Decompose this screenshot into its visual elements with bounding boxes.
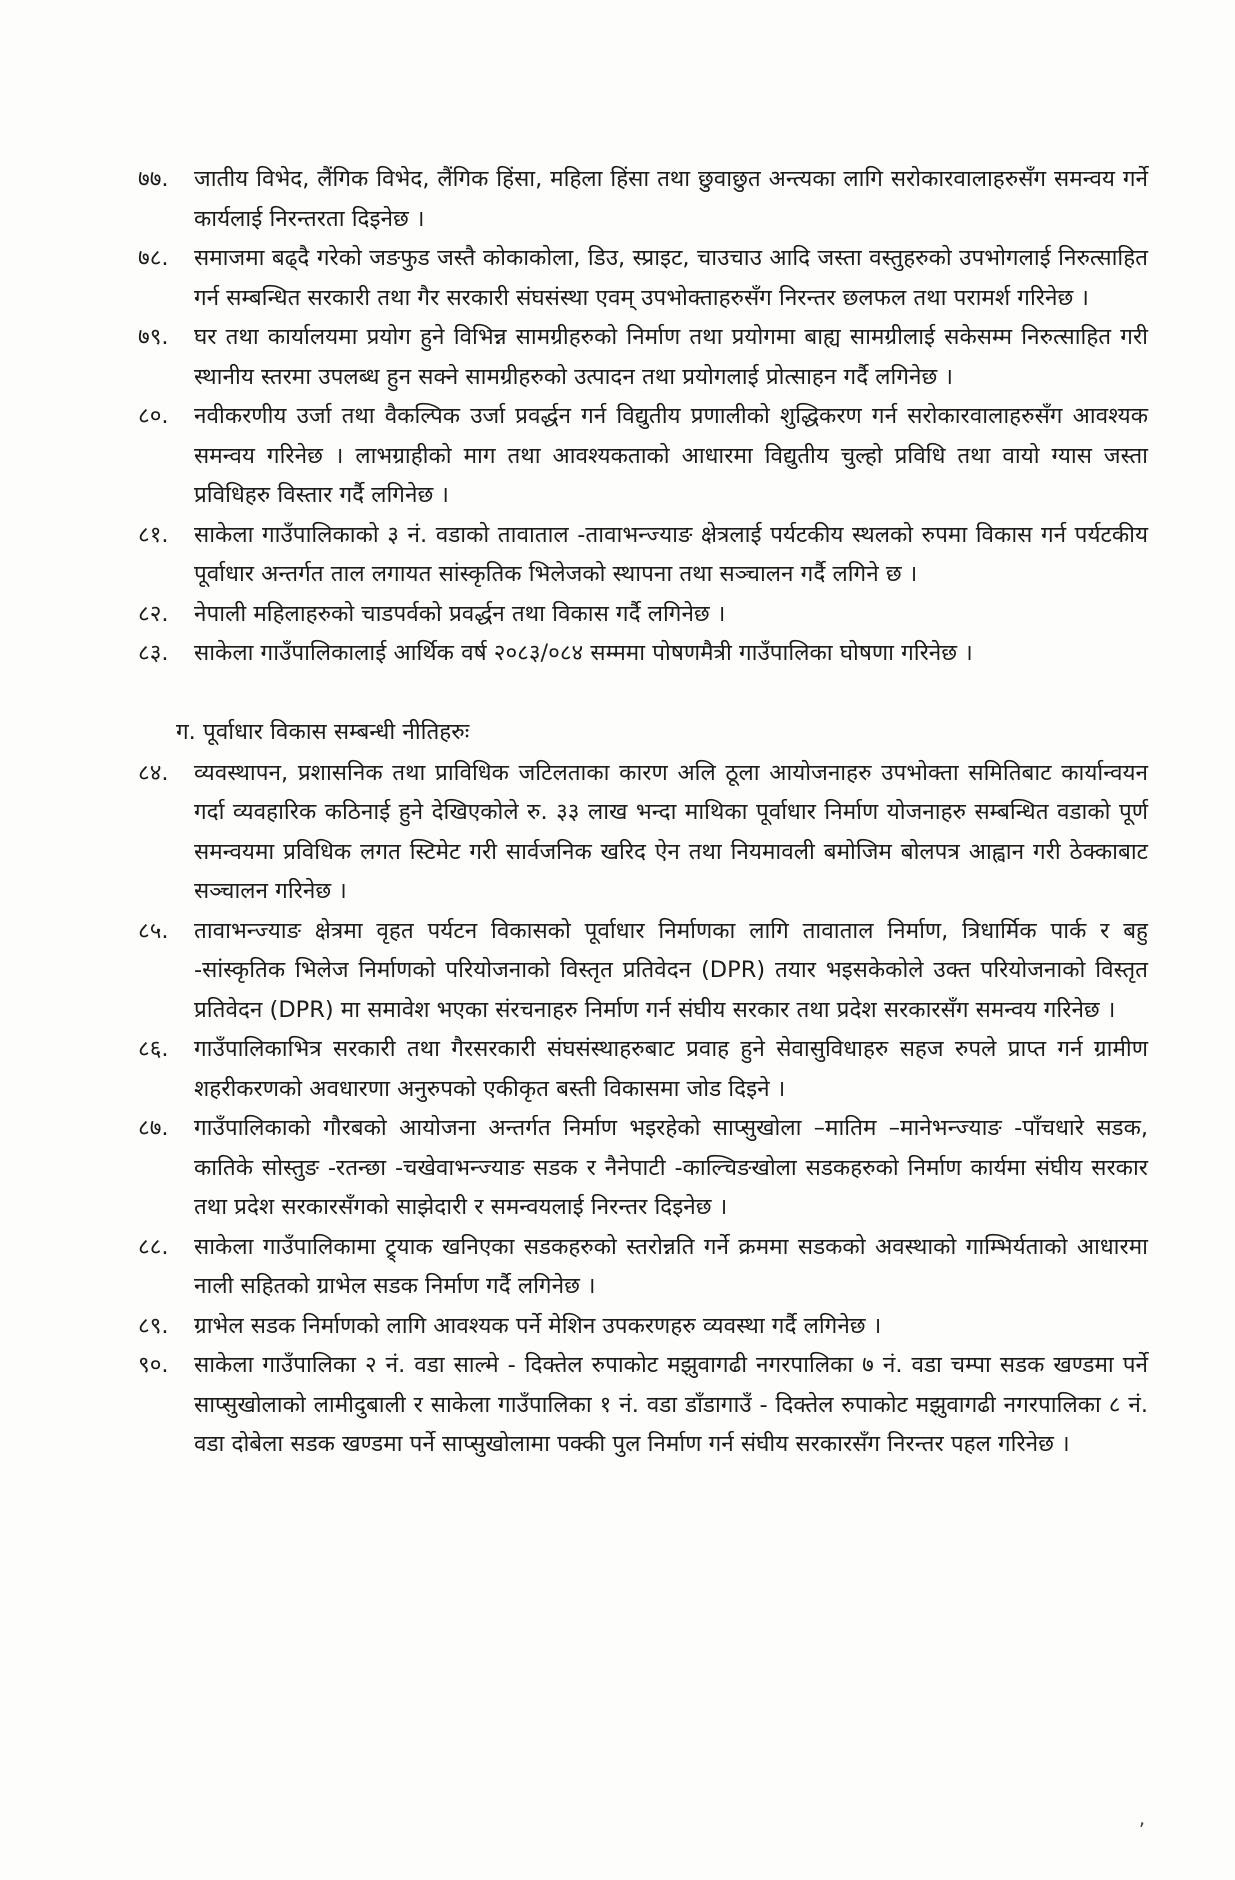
policy-item-83 (138, 634, 1148, 674)
item-number: ७८. (138, 245, 169, 271)
item-text: साकेला गाउँपालिकामा ट्र्याक खनिएका सडकहरुको स्तरोन्नति गर्ने क्रममा सडकको अवस्थाको गाम्भिर्यताको आधारमा नाली सहितको ग्राभेल सडक निर्माण गर्दै लगिनेछ । (194, 1233, 1148, 1299)
item-text: नेपाली महिलाहरुको चाडपर्वको प्रवर्द्धन तथा विकास गर्दै लगिनेछ । (194, 600, 726, 627)
item-number: ८१. (138, 521, 169, 548)
item-text: साकेला गाउँपालिकाको ३ नं. वडाको तावाताल -तावाभन्ज्याङ क्षेत्रलाई पर्यटकीय स्थलको रुपमा विकास गर्न पर्यटकीय पूर्वाधार अन्तर्गत ताल लगायत सांस्कृतिक भिलेजको स्थापना तथा सञ्चालन गर्दै लगिने छ । (194, 521, 1148, 587)
section-heading: ग. पूर्वाधार विकास सम्बन्धी नीतिहरुः (176, 718, 470, 745)
item-number: ८६. (138, 1036, 169, 1062)
document-body (138, 160, 1148, 1465)
item-number: ८२. (138, 600, 169, 627)
policy-item-80 (138, 397, 1148, 516)
item-text: ग्राभेल सडक निर्माणको लागि आवश्यक पर्ने मेशिन उपकरणहरु व्यवस्था गर्दै लगिनेछ । (194, 1312, 882, 1339)
policy-item-77 (138, 160, 1148, 239)
item-number: ९०. (138, 1352, 169, 1378)
item-text: गाउँपालिकाभित्र सरकारी तथा गैरसरकारी संघसंस्थाहरुबाट प्रवाह हुने सेवासुविधाहरु सहज रुपले प्राप्त गर्न ग्रामीण शहरीकरणको अवधारणा अनुरुपको एकीकृत बस्ती विकासमा जोड दिइने । (194, 1036, 1148, 1102)
item-number: ८०. (138, 403, 169, 429)
item-number: ८५. (138, 917, 169, 944)
policy-item-88 (138, 1228, 1148, 1307)
policy-item-87 (138, 1109, 1148, 1228)
policy-item-78 (138, 239, 1148, 318)
item-text: समाजमा बढ्दै गरेको जङफुड जस्तै कोकाकोला, डिउ, स्प्राइट, चाउचाउ आदि जस्ता वस्तुहरुको उपभोगलाई निरुत्साहित गर्न सम्बन्धित सरकारी तथा गैर सरकारी संघसंस्था एवम् उपभोक्ताहरुसँग निरन्तर छलफल तथा परामर्श गरिनेछ । (194, 245, 1148, 311)
item-text: साकेला गाउँपालिकालाई आर्थिक वर्ष २०८३/०८४ सम्ममा पोषणमैत्री गाउँपालिका घोषणा गरिनेछ । (194, 640, 973, 666)
policy-item-79 (138, 318, 1148, 397)
item-text: साकेला गाउँपालिका २ नं. वडा साल्मे - दिक्तेल रुपाकोट मझुवागढी नगरपालिका ७ नं. वडा चम्पा सडक खण्डमा पर्ने साप्सुखोलाको लामीदुबाली र साकेला गाउँपालिका १ नं. वडा डाँडागाउँ - दिक्तेल रुपाकोट मझुवागढी नगरपालिका ८ नं. वडा दोबेला सडक खण्डमा पर्ने साप्सुखोलामा पक्की पुल निर्माण गर्न संघीय सरकारसँग निरन्तर पहल गरिनेछ । (194, 1352, 1148, 1457)
policy-item-89 (138, 1307, 1148, 1347)
policy-item-81 (138, 516, 1148, 595)
policy-item-84 (138, 754, 1148, 912)
item-text: व्यवस्थापन, प्रशासनिक तथा प्राविधिक जटिलताका कारण अलि ठूला आयोजनाहरु उपभोक्ता समितिबाट कार्यान्वयन गर्दा व्यवहारिक कठिनाई हुने देखिएकोले रु. ३३ लाख भन्दा माथिका पूर्वाधार निर्माण योजनाहरु सम्बन्धित वडाको पूर्ण समन्वयमा प्रविधिक लगत स्टिमेट गरी सार्वजनिक खरिद ऐन तथा नियमावली बमोजिम बोलपत्र आह्वान गरी ठेक्काबाट सञ्चालन गरिनेछ । (194, 759, 1148, 904)
item-number: ८३. (138, 640, 169, 666)
policy-item-86 (138, 1030, 1148, 1109)
item-number: ७७. (138, 166, 169, 192)
item-text: घर तथा कार्यालयमा प्रयोग हुने विभिन्न सामग्रीहरुको निर्माण तथा प्रयोगमा बाह्य सामग्रीलाई सकेसम्म निरुत्साहित गरी स्थानीय स्तरमा उपलब्ध हुन सक्ने सामग्रीहरुको उत्पादन तथा प्रयोगलाई प्रोत्साहन गर्दै लगिनेछ । (194, 324, 1148, 390)
item-text: नवीकरणीय उर्जा तथा वैकल्पिक उर्जा प्रवर्द्धन गर्न विद्युतीय प्रणालीको शुद्धिकरण गर्न सरोकारवालाहरुसँग आवश्यक समन्वय गरिनेछ । लाभग्राहीको माग तथा आवश्यकताको आधारमा विद्युतीय चुल्हो प्रविधि तथा वायो ग्यास जस्ता प्रविधिहरु विस्तार गर्दै लगिनेछ । (194, 403, 1148, 508)
policy-item-85 (138, 912, 1148, 1031)
item-text: गाउँपालिकाको गौरबको आयोजना अन्तर्गत निर्माण भइरहेको साप्सुखोला –मातिम –मानेभन्ज्याङ -पाँचधारे सडक, कातिके सोस्तुङ -रतन्छा -चखेवाभन्ज्याङ सडक र नैनेपाटी -काल्चिङखोला सडकहरुको निर्माण कार्यमा संघीय सरकार तथा प्रदेश सरकारसँगको साझेदारी र समन्वयलाई निरन्तर दिइनेछ । (194, 1115, 1148, 1220)
item-number: ८७. (138, 1115, 169, 1141)
page-mark: ٬ (1138, 1818, 1145, 1842)
item-number: ७९. (138, 324, 169, 350)
item-number: ८४. (138, 759, 169, 786)
policy-item-82 (138, 595, 1148, 635)
item-number: ८९. (138, 1312, 169, 1339)
item-text: जातीय विभेद, लैंगिक विभेद, लैंगिक हिंसा, महिला हिंसा तथा छुवाछुत अन्त्यका लागि सरोकारवालाहरुसँग समन्वय गर्ने कार्यलाई निरन्तरता दिइनेछ । (194, 166, 1148, 232)
item-number: ८८. (138, 1233, 169, 1260)
item-text: तावाभन्ज्याङ क्षेत्रमा वृहत पर्यटन विकासको पूर्वाधार निर्माणका लागि तावाताल निर्माण, त्रिधार्मिक पार्क र बहु -सांस्कृतिक भिलेज निर्माणको परियोजनाको विस्तृत प्रतिवेदन (DPR) तयार भइसकेकोले उक्त परियोजनाको विस्तृत प्रतिवेदन (DPR) मा समावेश भएका संरचनाहरु निर्माण गर्न संघीय सरकार तथा प्रदेश सरकारसँग समन्वय गरिनेछ । (194, 917, 1148, 1023)
policy-item-90 (138, 1346, 1148, 1465)
